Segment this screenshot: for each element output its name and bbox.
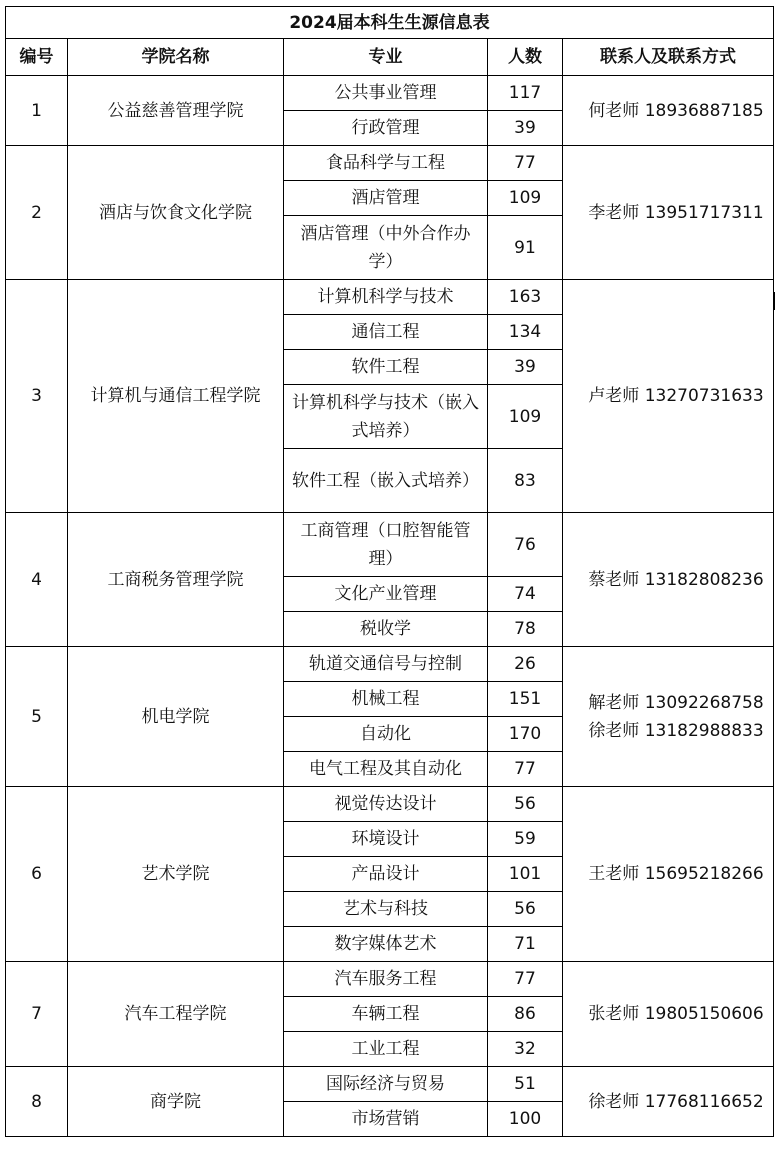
major-name: 工商管理（口腔智能管理）	[284, 513, 488, 577]
major-count: 151	[488, 682, 563, 717]
table-row	[6, 787, 774, 822]
major-count: 26	[488, 647, 563, 682]
college-name: 酒店与饮食文化学院	[68, 146, 284, 280]
college-name: 汽车工程学院	[68, 962, 284, 1067]
contact-cell	[563, 787, 774, 962]
major-name: 市场营销	[284, 1102, 488, 1137]
major-count: 59	[488, 822, 563, 857]
major-count: 32	[488, 1032, 563, 1067]
table-title: 2024届本科生生源信息表	[6, 7, 774, 39]
contact-cell	[563, 1067, 774, 1137]
college-name: 公益慈善管理学院	[68, 76, 284, 146]
major-name: 通信工程	[284, 315, 488, 350]
major-name: 工业工程	[284, 1032, 488, 1067]
major-count: 78	[488, 612, 563, 647]
contact-line: 蔡老师 13182808236	[588, 569, 764, 590]
header-count: 人数	[488, 39, 563, 76]
major-name: 税收学	[284, 612, 488, 647]
major-count: 134	[488, 315, 563, 350]
contact-line: 卢老师 13270731633	[588, 386, 764, 406]
header-no: 编号	[6, 39, 68, 76]
table-row	[6, 1067, 774, 1102]
major-name: 酒店管理（中外合作办学）	[284, 216, 488, 280]
major-name: 电气工程及其自动化	[284, 752, 488, 787]
major-count: 56	[488, 787, 563, 822]
college-name: 商学院	[68, 1067, 284, 1137]
college-no: 4	[6, 513, 68, 647]
major-name: 行政管理	[284, 111, 488, 146]
major-count: 170	[488, 717, 563, 752]
college-no: 5	[6, 647, 68, 787]
major-count: 91	[488, 216, 563, 280]
header-row	[6, 39, 774, 76]
major-name: 软件工程	[284, 350, 488, 385]
major-name: 计算机科学与技术	[284, 280, 488, 315]
college-no: 2	[6, 146, 68, 280]
major-name: 机械工程	[284, 682, 488, 717]
table-row	[6, 146, 774, 181]
major-count: 83	[488, 449, 563, 513]
contact-line: 徐老师 17768116652	[588, 1091, 764, 1112]
college-no: 6	[6, 787, 68, 962]
major-count: 39	[488, 111, 563, 146]
header-major: 专业	[284, 39, 488, 76]
major-count: 117	[488, 76, 563, 111]
major-name: 视觉传达设计	[284, 787, 488, 822]
cursor-caret	[773, 292, 775, 310]
major-count: 51	[488, 1067, 563, 1102]
major-name: 数字媒体艺术	[284, 927, 488, 962]
major-name: 产品设计	[284, 857, 488, 892]
major-name: 酒店管理	[284, 181, 488, 216]
header-contact: 联系人及联系方式	[563, 39, 774, 76]
college-no: 8	[6, 1067, 68, 1137]
major-count: 101	[488, 857, 563, 892]
major-count: 77	[488, 146, 563, 181]
college-no: 7	[6, 962, 68, 1067]
table-row	[6, 280, 774, 315]
major-count: 77	[488, 962, 563, 997]
college-name: 机电学院	[68, 647, 284, 787]
major-count: 71	[488, 927, 563, 962]
major-count: 39	[488, 350, 563, 385]
major-name: 国际经济与贸易	[284, 1067, 488, 1102]
contact-line: 何老师 18936887185	[588, 100, 764, 121]
college-name: 计算机与通信工程学院	[68, 280, 284, 513]
major-name: 环境设计	[284, 822, 488, 857]
college-no: 3	[6, 280, 68, 513]
table-row	[6, 962, 774, 997]
major-name: 食品科学与工程	[284, 146, 488, 181]
major-count: 77	[488, 752, 563, 787]
major-count: 109	[488, 181, 563, 216]
header-college: 学院名称	[68, 39, 284, 76]
table-row	[6, 647, 774, 682]
major-count: 109	[488, 385, 563, 449]
contact-cell	[563, 280, 774, 513]
table-row	[6, 76, 774, 111]
contact-line: 徐老师 13182988833	[588, 720, 764, 741]
major-name: 软件工程（嵌入式培养）	[284, 449, 488, 513]
contact-cell	[563, 146, 774, 280]
major-count: 76	[488, 513, 563, 577]
contact-cell	[563, 513, 774, 647]
contact-line: 张老师 19805150606	[588, 1004, 764, 1024]
contact-cell	[563, 647, 774, 787]
contact-line: 王老师 15695218266	[588, 864, 764, 884]
table-row	[6, 513, 774, 577]
major-name: 文化产业管理	[284, 577, 488, 612]
contact-line: 李老师 13951717311	[588, 202, 764, 223]
major-name: 轨道交通信号与控制	[284, 647, 488, 682]
major-count: 56	[488, 892, 563, 927]
enrollment-table	[5, 6, 774, 1137]
college-no: 1	[6, 76, 68, 146]
major-name: 车辆工程	[284, 997, 488, 1032]
major-count: 74	[488, 577, 563, 612]
contact-line: 解老师 13092268758	[588, 692, 764, 713]
major-name: 艺术与科技	[284, 892, 488, 927]
major-count: 86	[488, 997, 563, 1032]
major-name: 公共事业管理	[284, 76, 488, 111]
major-name: 计算机科学与技术（嵌入式培养）	[284, 385, 488, 449]
major-count: 163	[488, 280, 563, 315]
major-name: 自动化	[284, 717, 488, 752]
contact-cell	[563, 962, 774, 1067]
college-name: 艺术学院	[68, 787, 284, 962]
contact-cell	[563, 76, 774, 146]
major-name: 汽车服务工程	[284, 962, 488, 997]
major-count: 100	[488, 1102, 563, 1137]
college-name: 工商税务管理学院	[68, 513, 284, 647]
